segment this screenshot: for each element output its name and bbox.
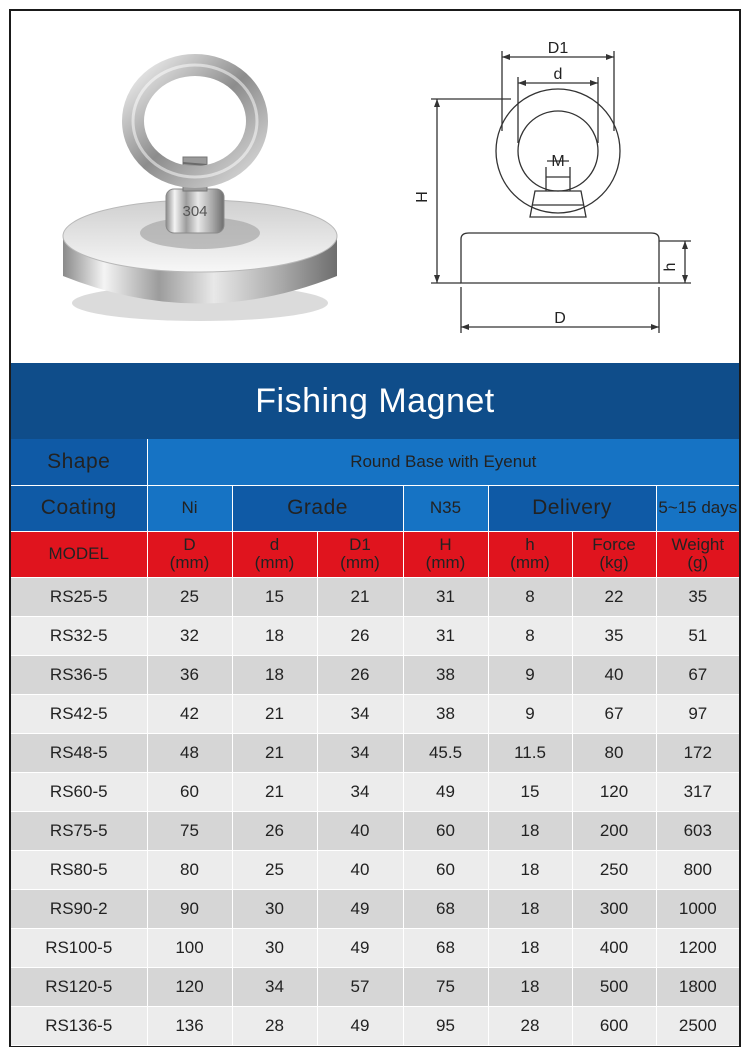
model-cell: RS32-5	[11, 616, 147, 655]
value-cell: 21	[232, 772, 317, 811]
value-cell: 60	[403, 811, 488, 850]
table-header-row	[11, 531, 739, 577]
coating-row	[11, 485, 739, 531]
value-cell: 21	[232, 733, 317, 772]
value-cell: 49	[317, 889, 403, 928]
value-cell: 75	[147, 811, 232, 850]
value-cell: 18	[488, 928, 572, 967]
table-row	[11, 694, 739, 733]
column-header-name: D	[183, 535, 196, 554]
column-header	[403, 531, 488, 577]
value-cell: 60	[147, 772, 232, 811]
value-cell: 49	[317, 928, 403, 967]
value-cell: 317	[656, 772, 739, 811]
table-row	[11, 928, 739, 967]
page-frame	[9, 9, 741, 1047]
table-row	[11, 967, 739, 1006]
model-cell: RS25-5	[11, 577, 147, 616]
value-cell: 34	[317, 733, 403, 772]
value-cell: 21	[232, 694, 317, 733]
value-cell: 80	[572, 733, 656, 772]
value-cell: 8	[488, 616, 572, 655]
value-cell: 18	[488, 967, 572, 1006]
model-cell: RS60-5	[11, 772, 147, 811]
value-cell: 80	[147, 850, 232, 889]
value-cell: 31	[403, 577, 488, 616]
value-cell: 36	[147, 655, 232, 694]
value-cell: 51	[656, 616, 739, 655]
page-title: Fishing Magnet	[11, 363, 739, 439]
column-header-unit: (mm)	[254, 553, 295, 572]
dim-label-D1: D1	[547, 40, 569, 57]
column-header	[317, 531, 403, 577]
value-cell: 22	[572, 577, 656, 616]
model-cell: RS36-5	[11, 655, 147, 694]
value-cell: 26	[317, 616, 403, 655]
product-illustrations	[11, 11, 739, 363]
grade-label: Grade	[232, 485, 403, 531]
model-cell: RS120-5	[11, 967, 147, 1006]
value-cell: 25	[147, 577, 232, 616]
value-cell: 300	[572, 889, 656, 928]
value-cell: 30	[232, 928, 317, 967]
value-cell: 9	[488, 655, 572, 694]
value-cell: 172	[656, 733, 739, 772]
column-header-unit: (g)	[687, 553, 709, 572]
magnet-photo	[63, 65, 337, 321]
model-cell: RS42-5	[11, 694, 147, 733]
delivery-label: Delivery	[488, 485, 656, 531]
value-cell: 800	[656, 850, 739, 889]
value-cell: 18	[232, 655, 317, 694]
value-cell: 67	[656, 655, 739, 694]
value-cell: 1800	[656, 967, 739, 1006]
grade-value: N35	[403, 485, 488, 531]
value-cell: 2500	[656, 1006, 739, 1045]
coating-label: Coating	[11, 485, 147, 531]
value-cell: 75	[403, 967, 488, 1006]
value-cell: 95	[403, 1006, 488, 1045]
value-cell: 48	[147, 733, 232, 772]
value-cell: 21	[317, 577, 403, 616]
spec-table	[11, 439, 739, 1046]
value-cell: 200	[572, 811, 656, 850]
value-cell: 32	[147, 616, 232, 655]
value-cell: 68	[403, 889, 488, 928]
value-cell: 35	[572, 616, 656, 655]
table-row	[11, 577, 739, 616]
column-header-unit: (mm)	[340, 553, 380, 572]
column-header-name: d	[269, 535, 280, 554]
table-row	[11, 850, 739, 889]
value-cell: 34	[317, 694, 403, 733]
value-cell: 57	[317, 967, 403, 1006]
model-cell: RS80-5	[11, 850, 147, 889]
value-cell: 67	[572, 694, 656, 733]
dim-label-d: d	[553, 66, 563, 83]
value-cell: 1000	[656, 889, 739, 928]
value-cell: 38	[403, 655, 488, 694]
value-cell: 18	[232, 616, 317, 655]
value-cell: 250	[572, 850, 656, 889]
column-header-name: MODEL	[48, 544, 109, 563]
value-cell: 34	[232, 967, 317, 1006]
column-header-unit: (mm)	[169, 553, 210, 572]
value-cell: 31	[403, 616, 488, 655]
value-cell: 90	[147, 889, 232, 928]
column-header-unit: (mm)	[425, 553, 466, 572]
shape-label: Shape	[11, 439, 147, 485]
value-cell: 8	[488, 577, 572, 616]
column-header	[656, 531, 739, 577]
column-header	[572, 531, 656, 577]
table-row	[11, 655, 739, 694]
dim-label-h: h	[662, 262, 679, 272]
column-header-name: H	[439, 535, 452, 554]
table-row	[11, 1006, 739, 1045]
value-cell: 30	[232, 889, 317, 928]
value-cell: 97	[656, 694, 739, 733]
delivery-value: 5~15 days	[656, 485, 739, 531]
model-cell: RS136-5	[11, 1006, 147, 1045]
value-cell: 9	[488, 694, 572, 733]
value-cell: 28	[232, 1006, 317, 1045]
model-cell: RS48-5	[11, 733, 147, 772]
value-cell: 603	[656, 811, 739, 850]
dimension-arrows	[434, 54, 688, 330]
column-header	[147, 531, 232, 577]
table-row	[11, 889, 739, 928]
dim-label-M: M	[551, 153, 565, 170]
value-cell: 15	[232, 577, 317, 616]
table-row	[11, 811, 739, 850]
model-cell: RS100-5	[11, 928, 147, 967]
value-cell: 42	[147, 694, 232, 733]
column-header	[11, 531, 147, 577]
value-cell: 35	[656, 577, 739, 616]
shape-value: Round Base with Eyenut	[147, 439, 739, 485]
column-header	[232, 531, 317, 577]
value-cell: 18	[488, 889, 572, 928]
value-cell: 38	[403, 694, 488, 733]
value-cell: 15	[488, 772, 572, 811]
value-cell: 600	[572, 1006, 656, 1045]
column-header-unit: (kg)	[599, 553, 629, 572]
column-header-name: Force	[592, 535, 636, 554]
value-cell: 40	[317, 811, 403, 850]
value-cell: 18	[488, 811, 572, 850]
table-body	[11, 577, 739, 1045]
value-cell: 25	[232, 850, 317, 889]
column-header	[488, 531, 572, 577]
dim-label-H: H	[414, 191, 431, 203]
column-header-name: Weight	[671, 535, 725, 554]
value-cell: 49	[403, 772, 488, 811]
value-cell: 11.5	[488, 733, 572, 772]
value-cell: 49	[317, 1006, 403, 1045]
model-cell: RS90-2	[11, 889, 147, 928]
product-hero	[11, 11, 739, 363]
nut-engraving: 304	[182, 203, 208, 220]
table-row	[11, 616, 739, 655]
value-cell: 500	[572, 967, 656, 1006]
value-cell: 26	[317, 655, 403, 694]
column-header-name: D1	[349, 535, 371, 554]
value-cell: 28	[488, 1006, 572, 1045]
value-cell: 40	[572, 655, 656, 694]
value-cell: 1200	[656, 928, 739, 967]
value-cell: 100	[147, 928, 232, 967]
table-row	[11, 772, 739, 811]
value-cell: 40	[317, 850, 403, 889]
shape-row	[11, 439, 739, 485]
column-header-unit: (mm)	[510, 553, 550, 572]
dim-label-D: D	[554, 310, 566, 327]
table-row	[11, 733, 739, 772]
model-cell: RS75-5	[11, 811, 147, 850]
value-cell: 136	[147, 1006, 232, 1045]
value-cell: 120	[572, 772, 656, 811]
coating-value: Ni	[147, 485, 232, 531]
value-cell: 34	[317, 772, 403, 811]
value-cell: 18	[488, 850, 572, 889]
value-cell: 26	[232, 811, 317, 850]
dimension-diagram	[431, 51, 691, 333]
value-cell: 60	[403, 850, 488, 889]
value-cell: 45.5	[403, 733, 488, 772]
value-cell: 400	[572, 928, 656, 967]
value-cell: 68	[403, 928, 488, 967]
column-header-name: h	[525, 535, 535, 554]
value-cell: 120	[147, 967, 232, 1006]
